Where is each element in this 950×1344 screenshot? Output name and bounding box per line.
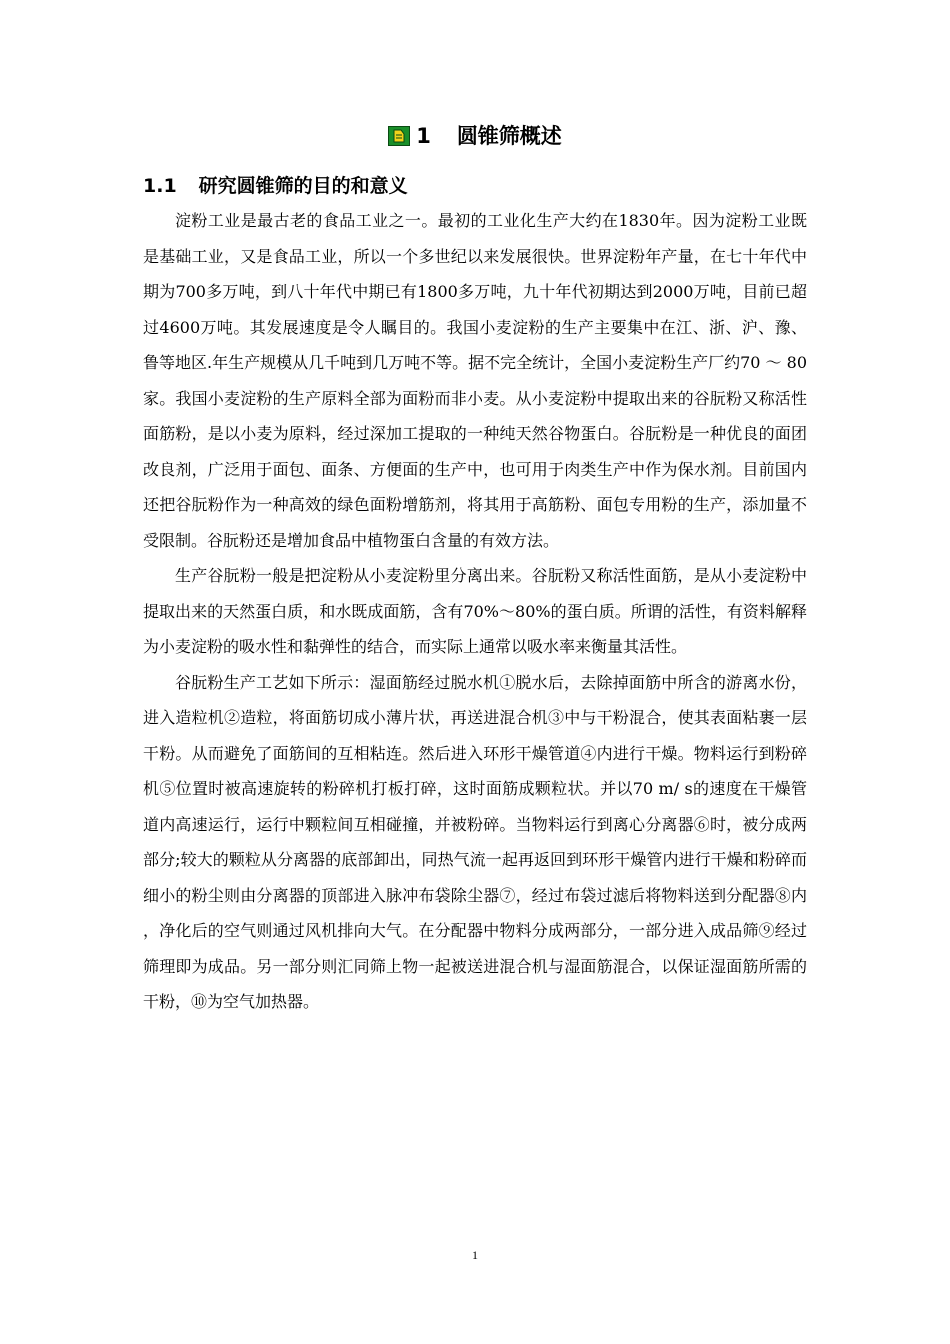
- chapter-title-text: 圆锥筛概述: [456, 124, 562, 148]
- section-title-text: 研究圆锥筛的目的和意义: [198, 175, 408, 197]
- document-icon: [388, 126, 410, 146]
- paragraph: 淀粉工业是最古老的食品工业之一。最初的工业化生产大约在1830年。因为淀粉工业既是基础工业，又是食品工业，所以一个多世纪以来发展很快。世界淀粉年产量，在七十年代中期为700多万吨，到八十年代中期已有1800多万吨，九十年代初期达到2000万吨，目前已超过4600万吨。其发展速度是令人瞩目的。我国小麦淀粉的生产主要集中在江、浙、沪、豫、鲁等地区.年生产规模从几千吨到几万吨不等。据不完全统计，全国小麦淀粉生产厂约70 ～ 80家。我国小麦淀粉的生产原料全部为面粉而非小麦。从小麦淀粉中提取出来的谷朊粉又称活性面筋粉，是以小麦为原料，经过深加工提取的一种纯天然谷物蛋白。谷朊粉是一种优良的面团改良剂，广泛用于面包、面条、方便面的生产中，也可用于肉类生产中作为保水剂。目前国内还把谷朊粉作为一种高效的绿色面粉增筋剂，将其用于高筋粉、面包专用粉的生产，添加量不受限制。谷朊粉还是增加食品中植物蛋白含量的有效方法。: [143, 211, 807, 550]
- page-number: 1: [472, 1248, 478, 1262]
- paragraph: 生产谷朊粉一般是把淀粉从小麦淀粉里分离出来。谷朊粉又称活性面筋，是从小麦淀粉中提取出来的天然蛋白质，和水既成面筋，含有70%～80%的蛋白质。所谓的活性，有资料解释为小麦淀粉的吸水性和黏弹性的结合，而实际上通常以吸水率来衡量其活性。: [143, 566, 807, 656]
- chapter-title: [0, 120, 950, 152]
- body-text: [143, 203, 807, 1020]
- section-number: 1.1: [143, 175, 177, 197]
- paragraph: 谷朊粉生产工艺如下所示：湿面筋经过脱水机①脱水后，去除掉面筋中所含的游离水份，进入造粒机②造粒，将面筋切成小薄片状，再送进混合机③中与干粉混合，使其表面粘裹一层干粉。从而避免了面筋间的互相粘连。然后进入环形干燥管道④内进行干燥。物料运行到粉碎机⑤位置时被高速旋转的粉碎机打板打碎，这时面筋成颗粒状。并以70 m/ s的速度在干燥管道内高速运行，运行中颗粒间互相碰撞，并被粉碎。当物料运行到离心分离器⑥时，被分成两部分;较大的颗粒从分离器的底部卸出，同热气流一起再返回到环形干燥管内进行干燥和粉碎而细小的粉尘则由分离器的顶部进入脉冲布袋除尘器⑦，经过布袋过滤后将物料送到分配器⑧内，净化后的空气则通过风机排向大气。在分配器中物料分成两部分，一部分进入成品筛⑨经过筛理即为成品。另一部分则汇同筛上物一起被送进混合机与湿面筋混合，以保证湿面筋所需的干粉，⑩为空气加热器。: [143, 672, 807, 1011]
- section-title: [143, 171, 408, 201]
- chapter-number: 1: [416, 124, 431, 148]
